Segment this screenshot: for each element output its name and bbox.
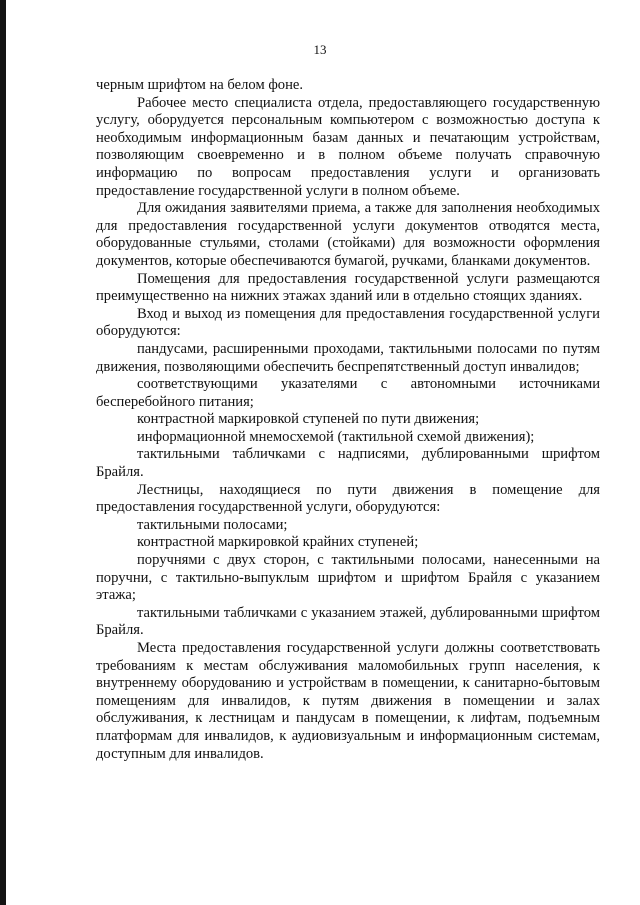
paragraph-1: черным шрифтом на белом фоне. xyxy=(96,77,304,93)
list-item-8: поручнями с двух сторон, с тактильными полосами, нанесенными на поручни, с тактильно-выпуклым шрифтом и шрифтом Брайля с указанием этажа; xyxy=(96,552,600,604)
list-item-3: контрастной маркировкой ступеней по пути движения; xyxy=(137,411,480,428)
paragraph-5: Вход и выход из помещения для предоставления государственной услуги оборудуются: xyxy=(96,305,600,340)
paragraph-4: Помещения для предоставления государственной услуги размещаются преимущественно на нижних этажах зданий или в отдельно стоящих зданиях. xyxy=(96,270,600,305)
list-item-7: контрастной маркировкой крайних ступеней; xyxy=(137,534,419,551)
list-item-5: тактильными табличками с надписями, дублированными шрифтом Брайля. xyxy=(96,446,600,481)
paragraph-6: Лестницы, находящиеся по пути движения в помещение для предоставления государственной услуги, оборудуются: xyxy=(96,481,600,516)
list-item-9: тактильными табличками с указанием этажей, дублированными шрифтом Брайля. xyxy=(96,604,600,639)
list-item-6: тактильными полосами; xyxy=(137,516,288,533)
page-number: 13 xyxy=(313,42,327,57)
list-item-2: соответствующими указателями с автономными источниками бесперебойного питания; xyxy=(96,376,600,410)
paragraph-7: Места предоставления государственной услуги должны соответствовать требованиям к местам обслуживания маломобильных групп населения, к внутреннему оборудованию и устройствам в помещении, к санитарно-бытовым помещениям для инвалидов, к путям движения в помещении и залах обслуживания, к лестницам и пандусам в помещении, к лифтам, подъемным платформам для инвалидов, к аудиовизуальным и информационным системам, доступным для инвалидов. xyxy=(96,640,600,762)
document-body xyxy=(96,77,600,763)
scan-edge-shadow xyxy=(0,0,6,905)
list-item-1: пандусами, расширенными проходами, тактильными полосами по путям движения, позволяющими обеспечить беспрепятственный доступ инвалидов; xyxy=(96,340,600,375)
paragraph-2: Рабочее место специалиста отдела, предоставляющего государственную услугу, оборудуется персональным компьютером с возможностью доступа к необходимым информационным базам данных и печатающим устройствам, позволяющим своевременно и в полном объеме получать справочную информацию по вопросам предоставления услуги и организовать предоставление государственной услуги в полном объеме. xyxy=(96,94,600,199)
paragraph-3: Для ожидания заявителями приема, а также для заполнения необходимых для предоставления государственной услуги документов отводятся места, оборудованные стульями, столами (стойками) для возможности оформления документов, которые обеспечиваются бумагой, ручками, бланками документов. xyxy=(96,200,600,269)
list-item-4: информационной мнемосхемой (тактильной схемой движения); xyxy=(137,428,535,445)
